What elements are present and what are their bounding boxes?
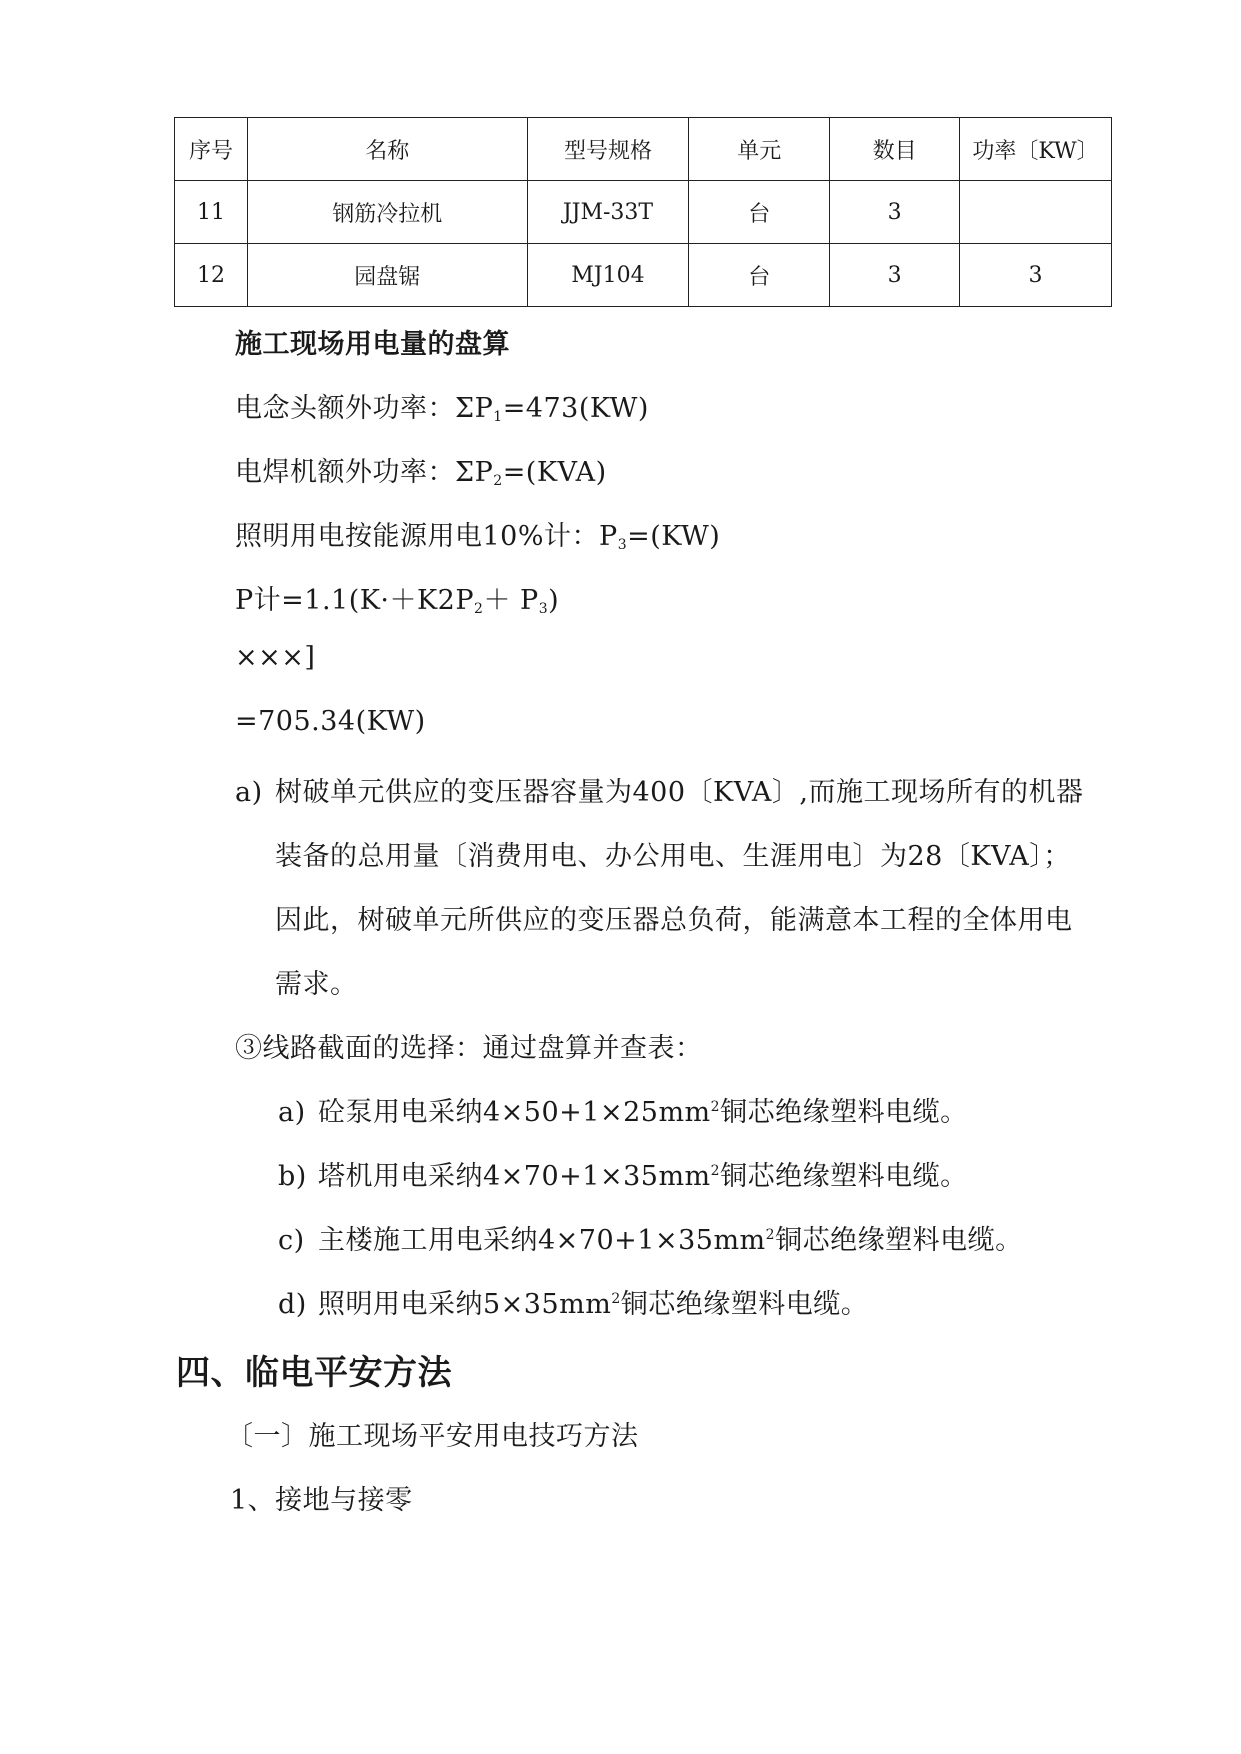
- item-text: 砼泵用电采纳4×50+1×25mm: [318, 1097, 711, 1128]
- formula-part-c: ): [548, 585, 560, 616]
- result-line: =705.34(KW): [235, 706, 426, 737]
- formula-sub-2: 3: [538, 601, 549, 617]
- transformer-paragraph-line: 因此，树破单元所供应的变压器总负荷，能满意本工程的全体用电: [275, 905, 1073, 936]
- p2-prefix: 电焊机额外功率：ΣP: [235, 457, 494, 488]
- p3-prefix: 照明用电按能源用电10%计：P: [235, 521, 618, 552]
- equipment-table: [174, 117, 1112, 307]
- times-line: ×××]: [235, 642, 316, 673]
- table-cell: 3: [960, 244, 1112, 307]
- table-cell: JJM-33T: [527, 181, 689, 244]
- header-cell: 单元: [689, 118, 830, 181]
- item-text: 铜芯绝缘塑料电缆。: [720, 1097, 968, 1128]
- list-item: [278, 1218, 1023, 1257]
- list-label: a): [278, 1097, 306, 1128]
- line-section-heading: ③线路截面的选择：通过盘算并查表：: [235, 1033, 703, 1064]
- transformer-paragraph-line: 需求。: [275, 969, 358, 1000]
- list-label: d): [278, 1289, 307, 1320]
- item-text: 铜芯绝缘塑料电缆。: [720, 1161, 968, 1192]
- table-cell: 3: [830, 181, 960, 244]
- item-text: 主楼施工用电采纳4×70+1×35mm: [318, 1225, 766, 1256]
- header-cell: 数目: [830, 118, 960, 181]
- power-p3-line: [235, 514, 720, 553]
- p1-prefix: 电念头额外功率：ΣP: [235, 393, 494, 424]
- formula-line: [235, 578, 559, 617]
- list-label: a): [235, 777, 263, 808]
- superscript: 2: [710, 1163, 721, 1179]
- item-heading: 1、接地与接零: [230, 1485, 413, 1516]
- superscript: 2: [765, 1227, 776, 1243]
- list-item: [278, 1282, 868, 1321]
- list-item: [278, 1090, 968, 1129]
- p1-subscript: 1: [493, 409, 503, 425]
- p3-suffix: =(KW): [627, 521, 721, 552]
- table-cell: 12: [175, 244, 248, 307]
- table-row: [175, 244, 1112, 307]
- transformer-paragraph-line: 装备的总用量〔消费用电、办公用电、生涯用电〕为28〔KVA〕；: [275, 841, 1071, 872]
- table-cell: MJ104: [527, 244, 689, 307]
- item-text: 照明用电采纳5×35mm: [318, 1289, 612, 1320]
- table-cell: 3: [830, 244, 960, 307]
- p2-suffix: =(KVA): [502, 457, 607, 488]
- calc-title: 施工现场用电量的盘算: [235, 329, 510, 360]
- table-header-row: [175, 118, 1112, 181]
- formula-part-a: P计=1.1(K·＋K2P: [235, 585, 475, 616]
- paragraph-text: 树破单元供应的变压器容量为400〔KVA〕,而施工现场所有的机器: [275, 777, 1084, 808]
- item-text: 铜芯绝缘塑料电缆。: [620, 1289, 869, 1320]
- table-cell: 11: [175, 181, 248, 244]
- transformer-paragraph-line: [235, 770, 1083, 809]
- superscript: 2: [611, 1291, 621, 1307]
- header-cell: 型号规格: [527, 118, 689, 181]
- list-label: c): [278, 1225, 305, 1256]
- formula-sub-1: 2: [474, 601, 484, 617]
- table-cell: 台: [689, 244, 830, 307]
- header-cell: 功率〔KW〕: [960, 118, 1112, 181]
- superscript: 2: [710, 1099, 721, 1115]
- p2-subscript: 2: [493, 473, 503, 489]
- table-cell: [960, 181, 1112, 244]
- p1-suffix: =473(KW): [502, 393, 649, 424]
- item-text: 铜芯绝缘塑料电缆。: [775, 1225, 1023, 1256]
- item-text: 塔机用电采纳4×70+1×35mm: [318, 1161, 711, 1192]
- header-cell: 序号: [175, 118, 248, 181]
- list-label: b): [278, 1161, 307, 1192]
- table-cell: 钢筋冷拉机: [247, 181, 527, 244]
- p3-subscript: 3: [617, 537, 628, 553]
- power-p1-line: [235, 386, 649, 425]
- power-p2-line: [235, 450, 607, 489]
- list-item: [278, 1154, 968, 1193]
- table-cell: 园盘锯: [247, 244, 527, 307]
- table-row: [175, 181, 1112, 244]
- subsection-title: 〔一〕施工现场平安用电技巧方法: [226, 1421, 639, 1452]
- header-cell: 名称: [247, 118, 527, 181]
- section-title: 四、临电平安方法: [176, 1353, 452, 1393]
- table-cell: 台: [689, 181, 830, 244]
- formula-part-b: ＋ P: [483, 585, 539, 616]
